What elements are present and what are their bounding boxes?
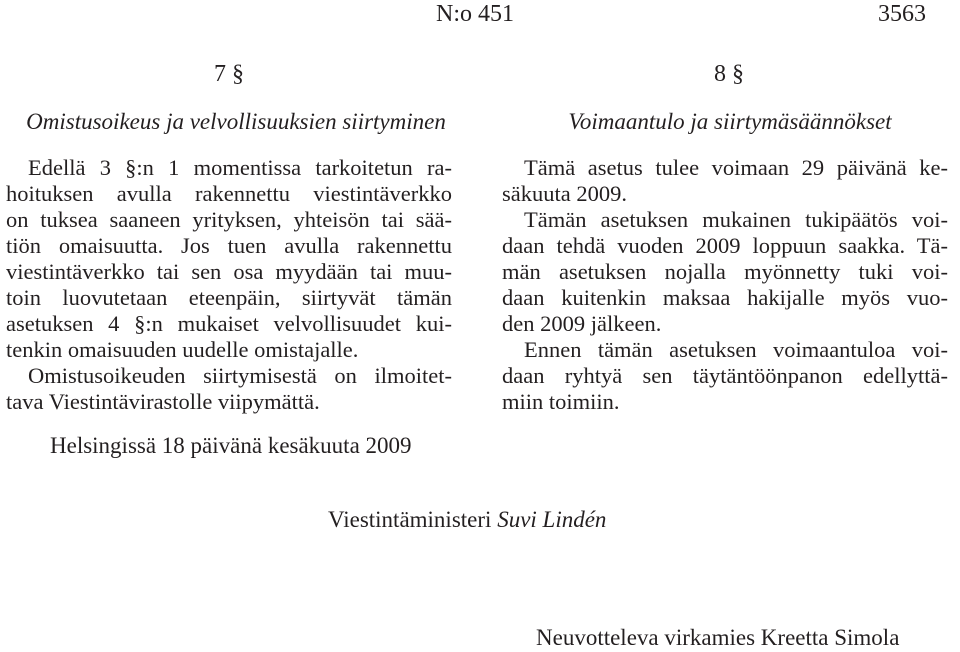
paragraph-line: miin toimiin. (502, 389, 620, 414)
section-title-7: Omistusoikeus ja velvollisuuksien siirtyminen (26, 109, 446, 134)
paragraph-line: on tuksea saaneen yrityksen, yhteisön tai sää- (6, 207, 452, 232)
page-number: 3563 (878, 1, 926, 27)
paragraph-line: daan kuitenkin maksaa hakijalle myös vuo- (502, 285, 948, 310)
place-and-date: Helsingissä 18 päivänä kesäkuuta 2009 (50, 433, 412, 458)
paragraph-line: Tämä asetus tulee voimaan 29 päivänä ke- (524, 155, 948, 180)
paragraph-line: hoituksen avulla rakennettu viestintäverkko (6, 181, 452, 206)
page-header-number: N:o 451 (436, 1, 514, 27)
section-body-8 (502, 155, 948, 415)
paragraph-line: Tämän asetuksen mukainen tukipäätös voi- (524, 207, 948, 232)
paragraph-line: viestintäverkko tai sen osa myydään tai muu- (6, 259, 452, 284)
paragraph-line: tava Viestintävirastolle viipymättä. (6, 389, 320, 414)
minister-signature (328, 506, 606, 534)
paragraph-line: asetuksen 4 §:n mukaiset velvollisuudet kui- (6, 311, 452, 336)
section-body-7 (6, 155, 452, 415)
minister-name: Suvi Lindén (497, 507, 607, 532)
paragraph-line: daan tehdä vuoden 2009 loppuun saakka. Tä- (502, 233, 948, 258)
paragraph-line: tiön omaisuutta. Jos tuen avulla rakennettu (6, 233, 452, 258)
section-title-8: Voimaantulo ja siirtymäsäännökset (568, 109, 892, 134)
paragraph-line: tenkin omaisuuden uudelle omistajalle. (6, 337, 359, 362)
paragraph-line: män asetuksen nojalla myönnetty tuki voi- (502, 259, 948, 284)
section-heading-8: 8 § (714, 61, 744, 87)
paragraph-line: daan ryhtyä sen täytäntöönpanon edellyttä- (502, 363, 948, 388)
paragraph-line: Omistusoikeuden siirtymisestä on ilmoitet- (28, 363, 452, 388)
section-heading-7: 7 § (214, 61, 244, 87)
paragraph-line: den 2009 jälkeen. (502, 311, 662, 336)
paragraph-line: toin luovutetaan eteenpäin, siirtyvät tämän (6, 285, 452, 310)
paragraph-line: Ennen tämän asetuksen voimaantuloa voi- (524, 337, 948, 362)
official-signature: Neuvotteleva virkamies Kreetta Simola (536, 625, 900, 650)
paragraph-line: säkuuta 2009. (502, 181, 627, 206)
paragraph-line: Edellä 3 §:n 1 momentissa tarkoitetun ra- (28, 155, 452, 180)
minister-role: Viestintäministeri (328, 507, 498, 532)
